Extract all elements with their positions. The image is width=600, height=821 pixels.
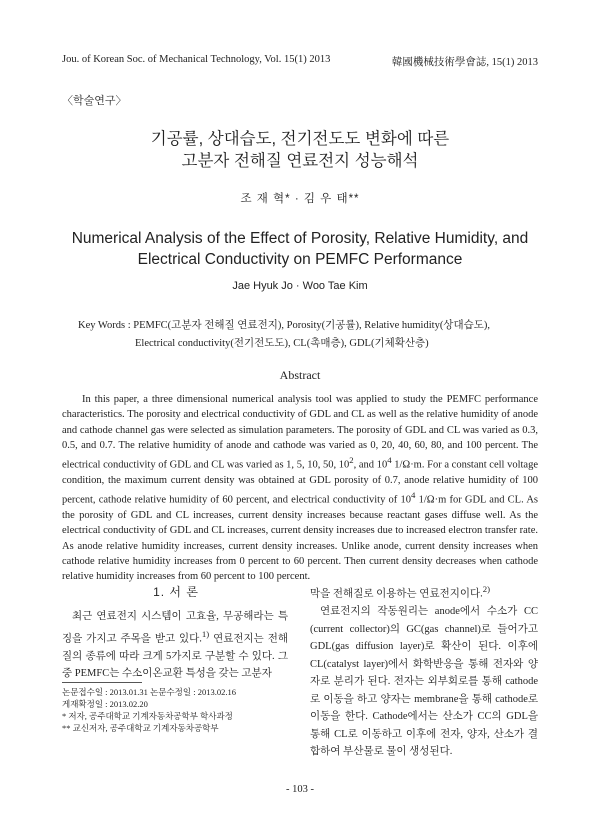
keywords — [78, 317, 548, 353]
intro-right-text-1: 막을 전해질로 이용하는 연료전지이다. — [310, 588, 483, 600]
abstract-text-4: 1/Ω·m for GDL and CL. As the porosity of GDL and CL increases, current density increases because reactant gases diffuse well. As the electrical conductivity of GDL and CL increases, current density increases due to increased electron transfer rate. As anode relative humidity increases, current density increases. Unlike anode, current density increases when cathode relative humidity increases from 0 percent to 60 percent. Then current density decreases when cathode relative humidity increases from 60 percent to 100 percent. — [62, 494, 539, 583]
abstract-text-3: 1/Ω·m. For a constant cell voltage condition, the maximum current density was obtained at GDL porosity of 0.7, anode relative humidity of 100 percent, cathode relative humidity of 60 percent, and electrical conductivity of 10 — [62, 459, 538, 506]
abstract-text-1: In this paper, a three dimensional numerical analysis tool was applied to study the PEMFC performance characteristics. The porosity and electrical conductivity of GDL and CL as well as the relative humidity of anode and cathode channel gas were selected as simulation parameters. The porosity of GDL and CL was varied as 0.3, 0.5, and 0.7. The relative humidity of anode and cathode was varied as 0, 20, 40, 60, 80, and 100 percent. The electrical conductivity of GDL and CL was varied as 1, 5, 10, 50, 10 — [62, 394, 538, 471]
section-1-title: 1. 서 론 — [153, 585, 199, 599]
korean-authors: 조 재 혁* · 김 우 태** — [240, 193, 360, 205]
journal-name-english: Jou. of Korean Soc. of Mechanical Technology, Vol. 15(1) 2013 — [62, 54, 331, 65]
footnote-author-1: * 저자, 공주대학교 기계자동차공학부 학사과정 — [62, 711, 233, 721]
english-title-line1: Numerical Analysis of the Effect of Porosity, Relative Humidity, and — [71, 230, 529, 247]
footnote-divider — [62, 682, 142, 683]
footnote-dates-1: 논문접수일 : 2013.01.31 논문수정일 : 2013.02.16 — [62, 687, 236, 697]
intro-right-column — [310, 581, 538, 761]
korean-title-line2: 고분자 전해질 연료전지 성능해석 — [181, 152, 419, 170]
article-category: 〈학술연구〉 — [62, 95, 127, 107]
footnotes — [62, 686, 292, 734]
intro-right-paragraph-2: 연료전지의 작동원리는 anode에서 수소가 CC (current collector)의 GC(gas channel)로 들어가고 GDL(gas diffusion layer)로 확산이 된다. 이후에 CL(catalyst layer)에서 화학반응을 통해 전자와 양자로 분리가 된다. 전자는 외부회로를 통해 cathode로 이동을 하고 양자는 membrane을 통해 cathode로 이동을 한다. Cathode에서는 산소가 CC의 GDL을 통해 CL로 이동하고 이후에 전자, 양자, 산소가 결합하여 부산물로 물이 생성된다. — [310, 606, 538, 757]
abstract-sup-2: 4 — [387, 455, 392, 466]
keywords-line2: Electrical conductivity(전기전도도), CL(촉매층), GDL(기체확산층) — [135, 338, 429, 349]
korean-title — [0, 128, 600, 172]
intro-left-text-1: 최근 연료전지 시스템이 고효율, 무공해라는 특징을 가지고 주목을 받고 있다. — [62, 611, 288, 644]
footnote-dates-2: 게재확정일 : 2013.02.20 — [62, 699, 148, 709]
journal-name-korean: 韓國機械技術學會誌, 15(1) 2013 — [391, 57, 538, 68]
footnote-author-2: ** 교신저자, 공주대학교 기계자동차공학부 — [62, 723, 219, 733]
english-title — [0, 228, 600, 270]
running-header — [62, 54, 538, 68]
intro-left-column — [62, 608, 288, 683]
intro-right-paragraph-1 — [310, 581, 538, 603]
english-authors: Jae Hyuk Jo · Woo Tae Kim — [232, 280, 368, 292]
korean-title-line1: 기공률, 상대습도, 전기전도도 변화에 따른 — [150, 130, 450, 148]
intro-left-citation: 1) — [201, 628, 210, 639]
abstract-sup-3: 4 — [411, 490, 416, 501]
intro-left-text-2: 연료전지는 전해질의 종류에 따라 크게 5가지로 구분할 수 있다. 그 중 PEMFC는 수소이온교환 특성을 갖는 고분자 — [62, 633, 288, 679]
keywords-line1: Key Words : PEMFC(고분자 전해질 연료전지), Porosity(기공률), Relative humidity(상대습도), — [78, 320, 491, 331]
english-title-line2: Electrical Conductivity on PEMFC Performance — [137, 251, 463, 268]
abstract-heading: Abstract — [279, 368, 321, 382]
abstract-text-2: , and 10 — [353, 459, 388, 471]
abstract-body — [62, 392, 538, 585]
intro-right-citation: 2) — [482, 584, 491, 594]
page-number: - 103 - — [286, 784, 314, 795]
abstract-sup-1: 2 — [349, 455, 354, 466]
